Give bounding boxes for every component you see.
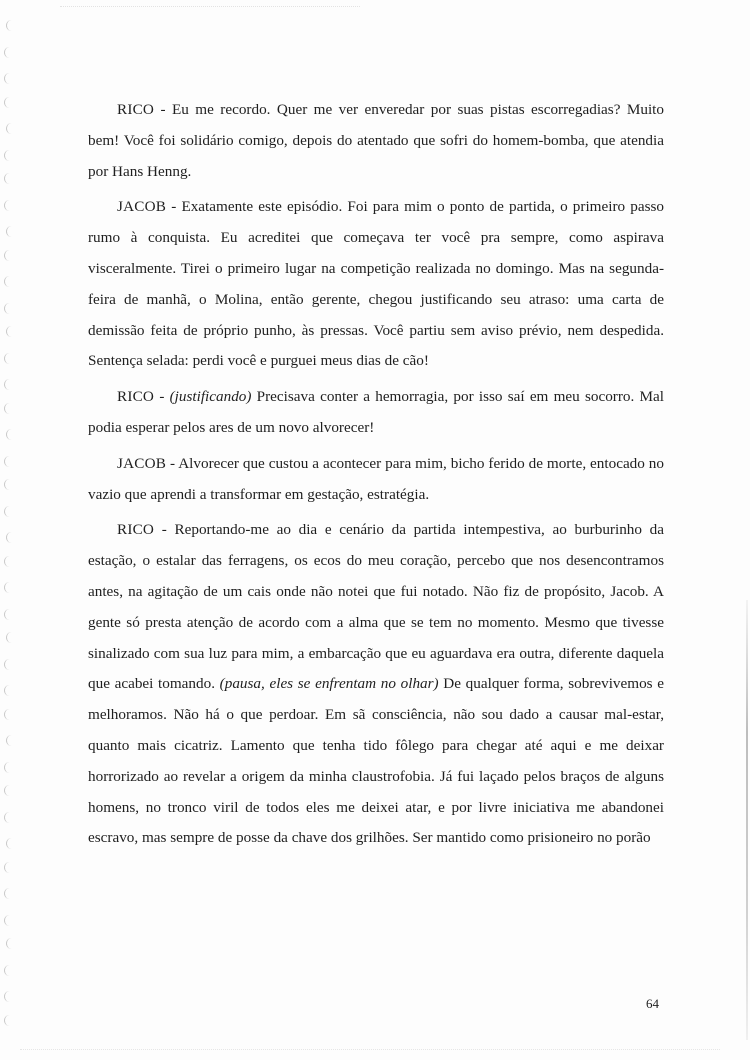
binding-mark bbox=[6, 838, 12, 849]
binding-mark bbox=[4, 915, 10, 926]
binding-mark bbox=[4, 582, 10, 593]
speaker-name: JACOB bbox=[117, 454, 167, 472]
paragraph-jacob-2 bbox=[88, 449, 664, 511]
binding-mark bbox=[4, 200, 10, 211]
scan-artifact-top bbox=[60, 6, 360, 13]
dialogue-text bbox=[88, 95, 664, 859]
binding-mark bbox=[4, 353, 10, 364]
stage-direction: (justificando) bbox=[169, 388, 252, 406]
binding-mark bbox=[4, 73, 10, 84]
paragraph-text: - Alvorecer que custou a acontecer para mim, bicho ferido de morte, entocado no vazio que aprendi a transformar em gestação, estratégia. bbox=[88, 454, 664, 503]
binding-mark bbox=[4, 403, 10, 414]
binding-mark bbox=[4, 479, 10, 490]
paragraph-text: - Exatamente este episódio. Foi para mim o ponto de partida, o primeiro passo rumo à conquista. Eu acreditei que começava ter você pra sempre, como aspirava visceralmente. Tirei o primeiro lugar na competição realizada no domingo. Mas na segunda-feira de manhã, o Molina, então gerente, chegou justificando seu atraso: uma carta de demissão feita de próprio punho, às pressas. Você partiu sem aviso prévio, nem despedida. Sentença selada: perdi você e purguei meus dias de cão! bbox=[88, 198, 664, 370]
binding-mark bbox=[4, 685, 10, 696]
paragraph-text: - Eu me recordo. Quer me ver enveredar por suas pistas escorregadias? Muito bem! Você foi solidário comigo, depois do atentado que sofri do homem-bomba, que atendia por Hans Henng. bbox=[88, 101, 664, 180]
speaker-name: JACOB bbox=[117, 198, 167, 216]
binding-mark bbox=[4, 888, 10, 899]
binding-mark bbox=[4, 150, 10, 161]
binding-mark bbox=[4, 1015, 10, 1026]
binding-mark bbox=[6, 938, 12, 949]
binding-mark bbox=[6, 326, 12, 337]
paragraph-text: - Reportando-me ao dia e cenário da partida intempestiva, ao burburinho da estação, o estalar das ferragens, os ecos do meu coração, percebo que nos desencontramos antes, na agitação de um cais onde não notei que fui notado. Não fiz de propósito, Jacob. A gente só presta atenção de acordo com a alma que se tem no momento. Mesmo que tivesse sinalizado com sua luz para mim, a embarcação que eu aguardava era outra, diferente daquela que acabei tomando. bbox=[88, 521, 664, 693]
binding-mark bbox=[4, 862, 10, 873]
binding-mark bbox=[4, 556, 10, 567]
binding-mark bbox=[4, 506, 10, 517]
scan-artifact-right-edge bbox=[746, 600, 748, 1040]
binding-mark bbox=[4, 276, 10, 287]
binding-mark bbox=[4, 785, 10, 796]
paragraph-text: De qualquer forma, sobrevivemos e melhoramos. Não há o que perdoar. Em sã consciência, não sou dado a causar mal-estar, quanto mais cicatriz. Lamento que tenha tido fôlego para chegar até aqui e me deixar horrorizado ao revelar a origem da minha claustrofobia. Já fui laçado pelos braços de alguns homens, no tronco viril de todos eles me deixei atar, e por livre iniciativa me abandonei escravo, mas sempre de posse da chave dos grilhões. Ser mantido como prisioneiro no porão bbox=[88, 675, 664, 847]
binding-mark bbox=[6, 735, 12, 746]
paragraph-rico-3 bbox=[88, 515, 664, 854]
speaker-name: RICO bbox=[117, 521, 155, 539]
binding-mark bbox=[4, 250, 10, 261]
paragraph-rico-1 bbox=[88, 95, 664, 187]
binding-mark bbox=[4, 709, 10, 720]
binding-mark bbox=[6, 123, 12, 134]
binding-marks bbox=[4, 20, 18, 1050]
speaker-name: RICO bbox=[117, 101, 155, 118]
binding-mark bbox=[4, 609, 10, 620]
binding-mark bbox=[6, 632, 12, 643]
binding-mark bbox=[6, 226, 12, 237]
paragraph-text: Precisava conter a hemorragia, por isso saí em meu socorro. Mal podia esperar pelos ares de um novo alvorecer! bbox=[88, 388, 665, 436]
binding-mark bbox=[6, 532, 12, 543]
binding-mark bbox=[4, 303, 10, 314]
binding-mark bbox=[4, 965, 10, 976]
binding-mark bbox=[4, 47, 10, 58]
binding-mark bbox=[6, 429, 12, 440]
paragraph-text: - bbox=[154, 388, 170, 406]
binding-mark bbox=[4, 762, 10, 773]
binding-mark bbox=[4, 173, 10, 184]
paragraph-jacob-1 bbox=[88, 192, 664, 377]
binding-mark bbox=[4, 991, 10, 1002]
binding-mark bbox=[4, 456, 10, 467]
binding-mark bbox=[4, 379, 10, 390]
scan-artifact-bottom bbox=[20, 1049, 720, 1052]
binding-mark bbox=[6, 20, 12, 31]
paragraph-rico-2 bbox=[88, 382, 664, 444]
stage-direction: (pausa, eles se enfrentam no olhar) bbox=[219, 675, 439, 693]
page-number: 64 bbox=[646, 996, 659, 1011]
binding-mark bbox=[4, 97, 10, 108]
binding-mark bbox=[4, 659, 10, 670]
binding-mark bbox=[4, 812, 10, 823]
speaker-name: RICO bbox=[117, 388, 155, 406]
